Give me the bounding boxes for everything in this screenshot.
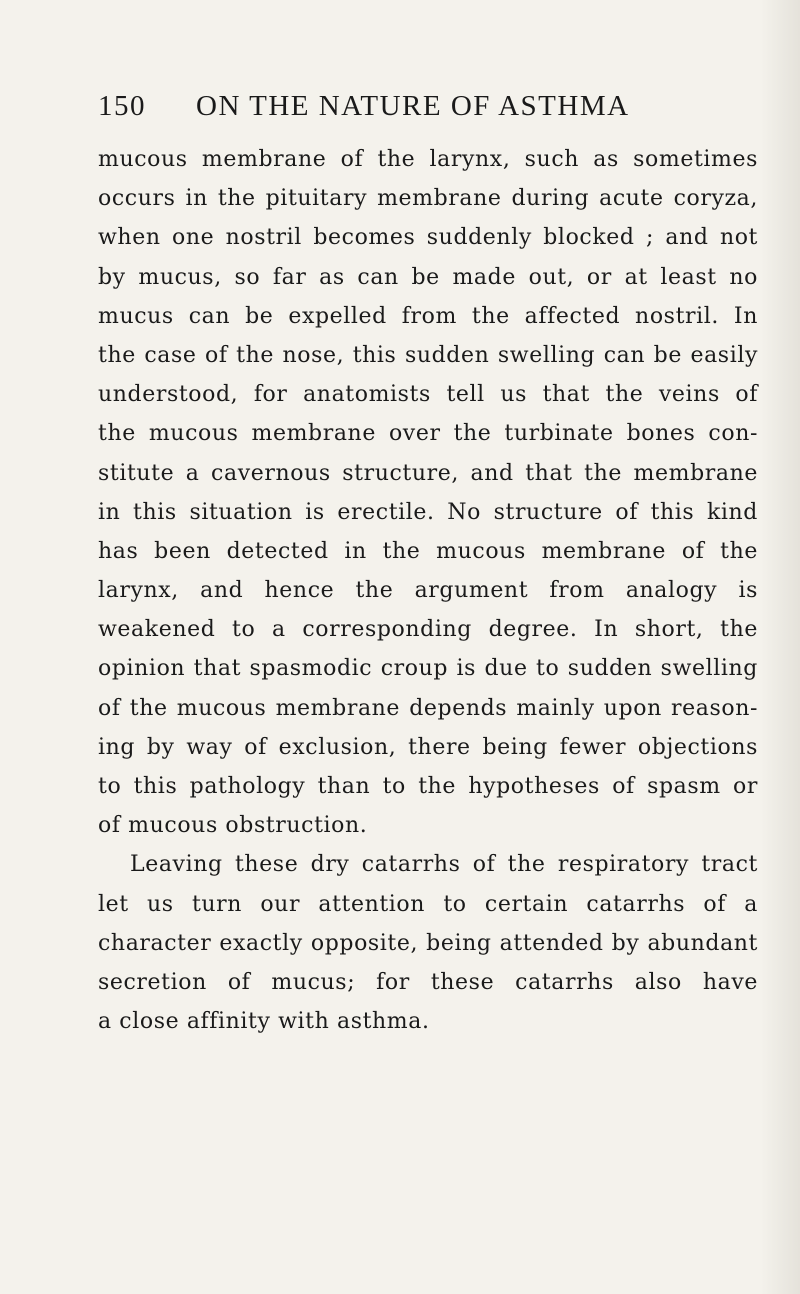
text-line: of the mucous membrane depends mainly upon reason- — [98, 695, 758, 721]
text-line: understood, for anatomists tell us that the veins of — [98, 382, 758, 408]
text-line: stitute a cavernous structure, and that the membrane — [98, 460, 758, 486]
text-line: has been detected in the mucous membrane of the — [98, 538, 758, 564]
text-line: character exactly opposite, being attended by abundant — [98, 930, 758, 956]
text-line: let us turn our attention to certain catarrhs of a — [98, 891, 758, 917]
text-line: weakened to a corresponding degree. In short, the — [98, 617, 758, 643]
text-line: ing by way of exclusion, there being fewer objections — [98, 734, 758, 760]
text-line: mucus can be expelled from the affected nostril. In — [98, 303, 758, 329]
text-line: mucous membrane of the larynx, such as sometimes — [98, 147, 758, 172]
page-edge-shadow — [760, 0, 800, 1294]
page-number: 150 — [98, 90, 146, 122]
running-title: ON THE NATURE OF ASTHMA — [196, 90, 630, 122]
text-line: larynx, and hence the argument from analogy is — [98, 578, 758, 604]
body-text — [98, 140, 758, 1041]
text-line: by mucus, so far as can be made out, or at least no — [98, 264, 758, 290]
text-line: of mucous obstruction. — [98, 813, 368, 839]
text-line: occurs in the pituitary membrane during acute coryza, — [98, 186, 758, 212]
text-line: the case of the nose, this sudden swelling can be easily — [98, 342, 758, 368]
text-line: in this situation is erectile. No structure of this kind — [98, 499, 758, 525]
text-line: when one nostril becomes suddenly blocked ; and not — [98, 225, 758, 251]
text-line: the mucous membrane over the turbinate bones con- — [98, 421, 758, 447]
text-line: opinion that spasmodic croup is due to sudden swelling — [98, 656, 758, 682]
text-line: Leaving these dry catarrhs of the respiratory tract — [130, 852, 758, 878]
text-line: to this pathology than to the hypotheses of spasm or — [98, 774, 758, 799]
text-line: secretion of mucus; for these catarrhs also have — [98, 969, 758, 995]
text-line: a close affinity with asthma. — [98, 1009, 430, 1035]
running-head — [98, 86, 698, 126]
